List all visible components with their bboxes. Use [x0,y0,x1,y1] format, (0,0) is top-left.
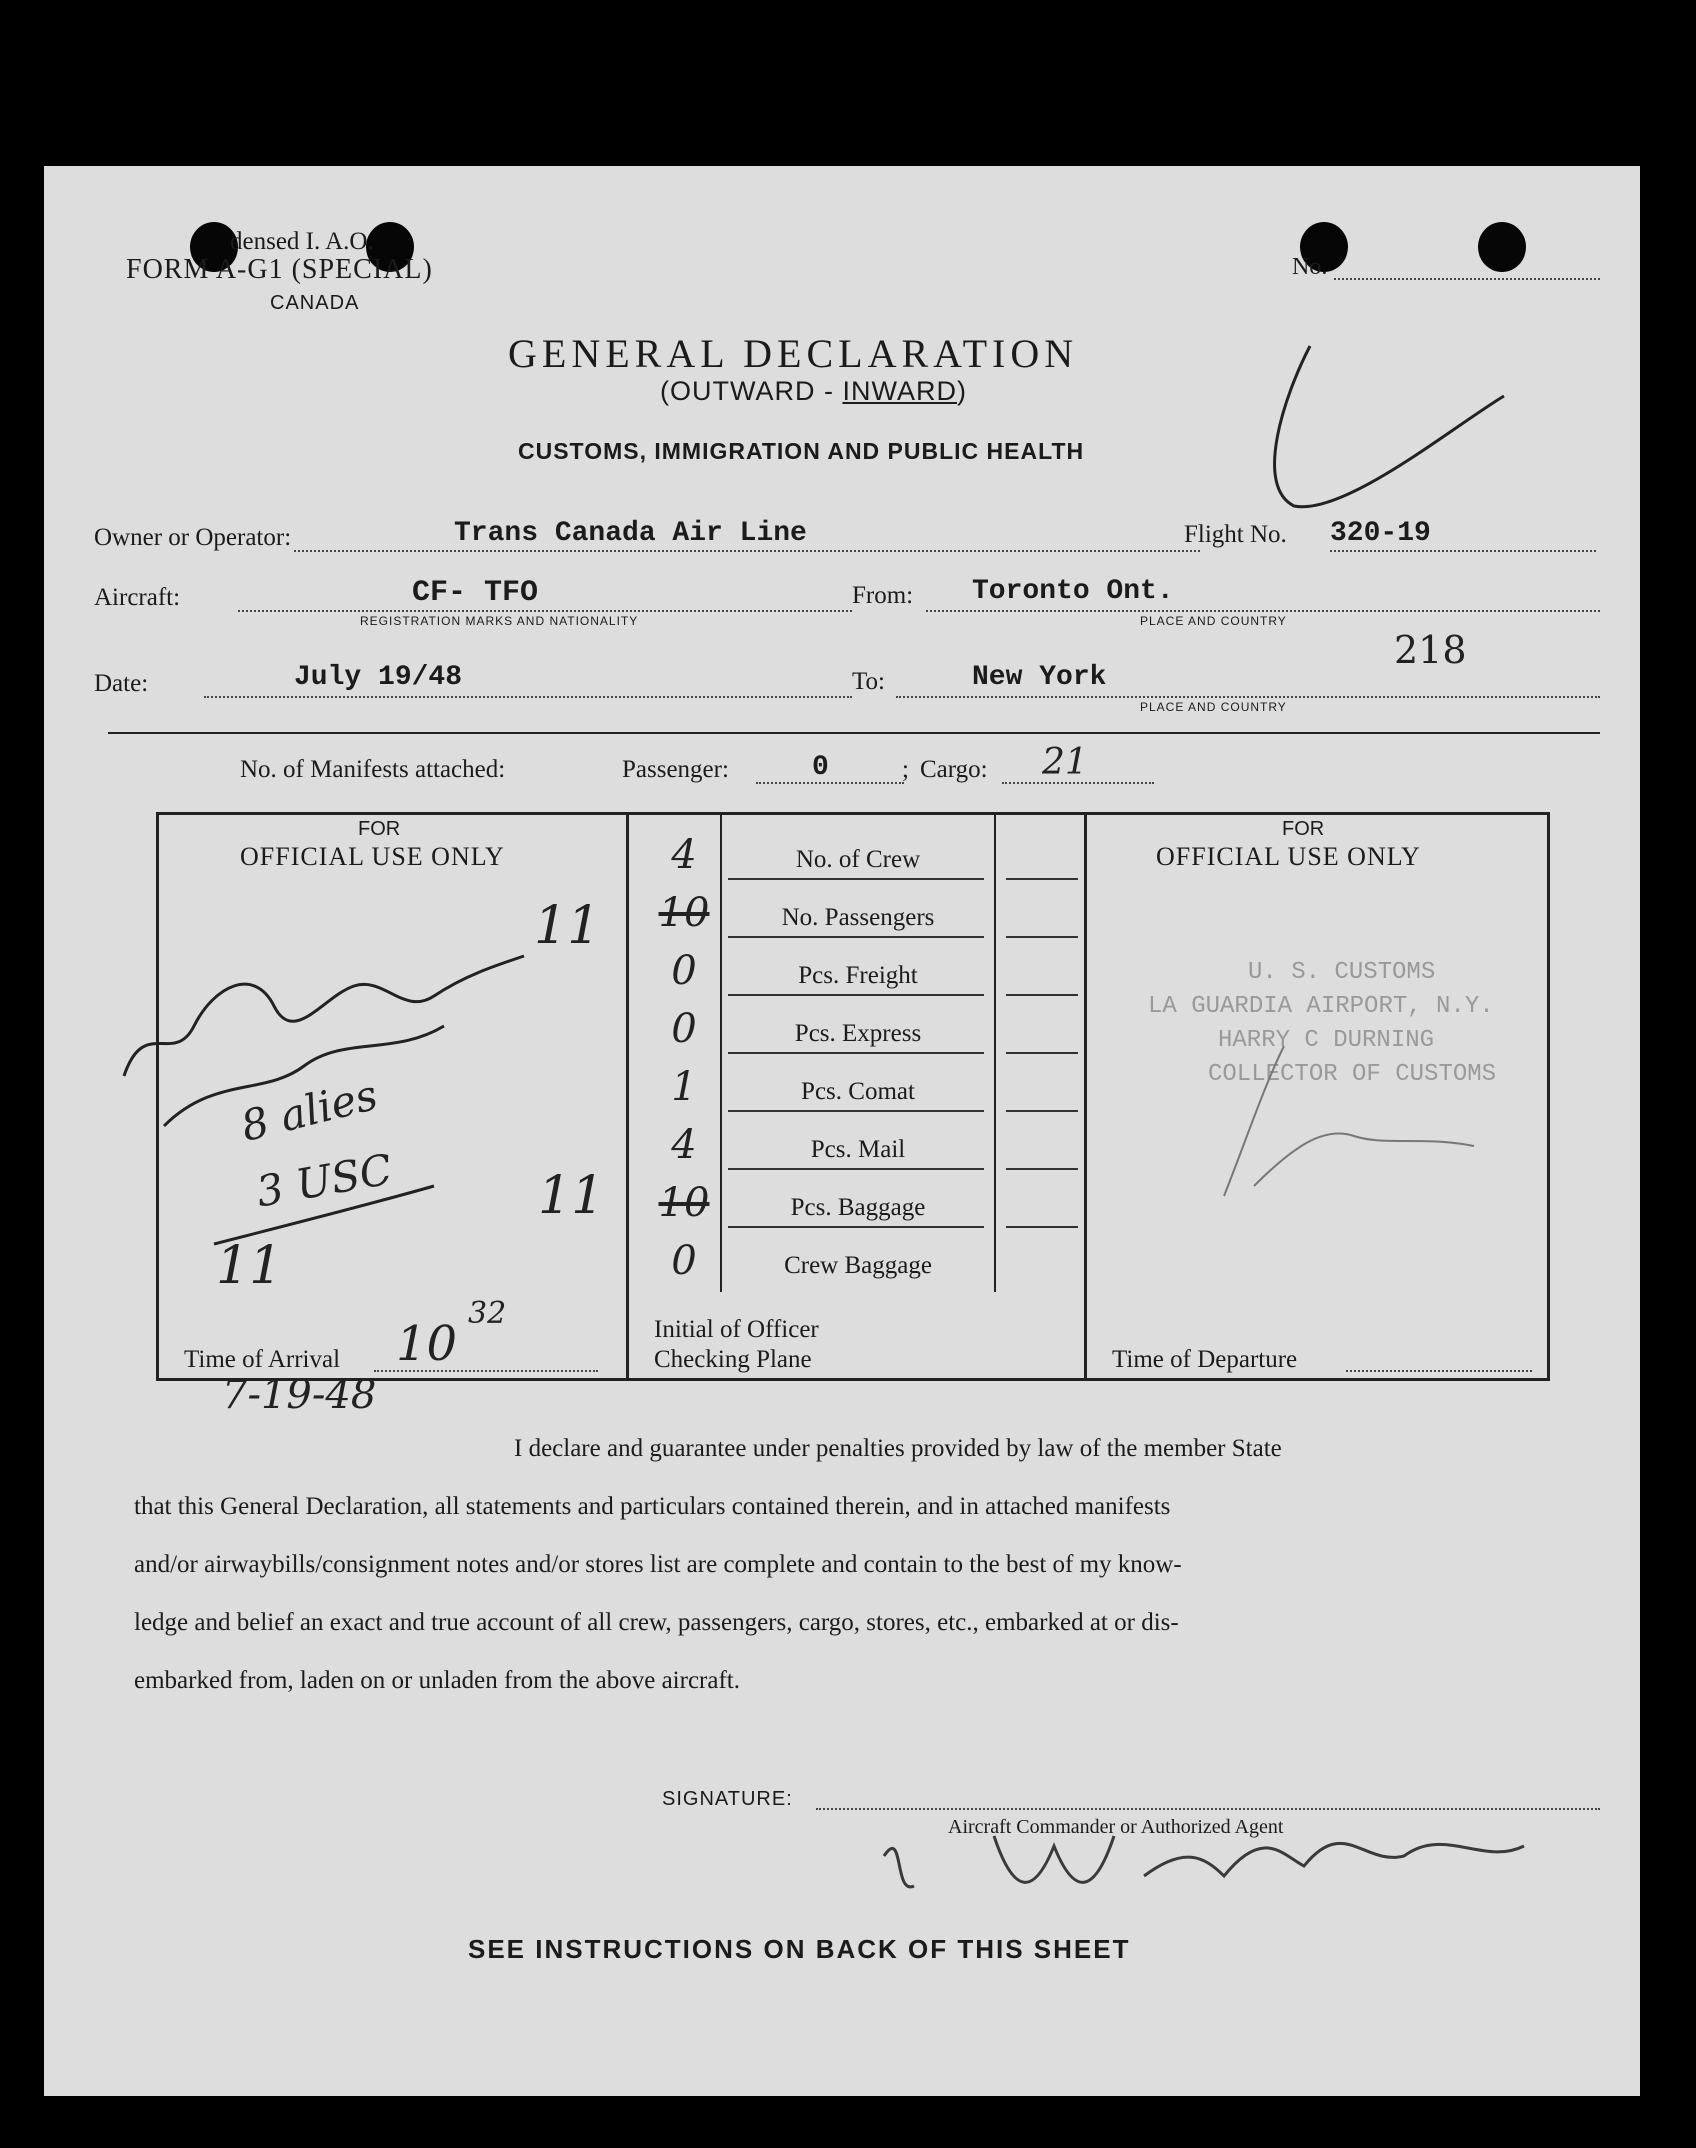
passenger-manifest-field [756,782,904,784]
row-line [1006,1110,1078,1112]
handwritten-note: 11 [534,896,601,956]
handwritten-note: 8 alies [236,1069,383,1152]
mail-label: Pcs. Mail [810,1136,906,1163]
owner-field [294,550,1200,552]
baggage-value: 10 [658,1180,710,1226]
time-arrival-label: Time of Arrival [184,1346,341,1373]
row-line [728,1110,984,1112]
left-header-official: OFFICIAL USE ONLY [240,842,505,871]
time-departure-label: Time of Departure [1112,1346,1298,1373]
row-line [1006,878,1078,880]
stamp-line: COLLECTOR OF CUSTOMS [1208,1061,1497,1088]
row-line [1006,936,1078,938]
manifests-label: No. of Manifests attached: [240,756,506,783]
subtitle-outward: (OUTWARD - [660,376,843,406]
to-field [896,696,1600,698]
flight-field [1330,550,1596,552]
time-arrival-date: 7-19-48 [222,1372,377,1418]
flight-label: Flight No. [1184,521,1287,548]
crew-baggage-value: 0 [671,1238,697,1284]
baggage-label: Pcs. Baggage [790,1194,926,1221]
to-value: New York [972,662,1107,693]
footer-instructions: SEE INSTRUCTIONS ON BACK OF THIS SHEET [468,1934,1131,1964]
right-header-official: OFFICIAL USE ONLY [1156,842,1421,871]
freight-value: 0 [671,948,697,994]
subtitle-inward: INWARD [842,376,957,406]
from-field [926,610,1600,612]
table-divider [626,812,629,1381]
form-number: FORM A-G1 (SPECIAL) [126,254,433,285]
cargo-manifest-value: 21 [1042,742,1088,783]
handwritten-initials-icon [104,926,544,1246]
value-column-line [994,812,996,1292]
from-caption: PLACE AND COUNTRY [1140,614,1287,628]
page-subtitle [660,376,967,407]
table-top-border [156,812,1550,815]
flight-value: 320-19 [1330,518,1431,549]
comat-label: Pcs. Comat [801,1078,915,1105]
stamp-line: LA GUARDIA AIRPORT, N.Y. [1148,993,1494,1020]
mail-value: 4 [671,1122,697,1168]
to-label: To: [852,668,885,695]
time-arrival-value: 10 [396,1316,458,1372]
declaration-line: that this General Declaration, all statements and particulars contained therein, and in attached manifests [134,1493,1171,1520]
owner-value: Trans Canada Air Line [454,518,807,549]
passenger-manifest-label: Passenger: [622,756,729,783]
row-line [728,994,984,996]
subtitle-close: ) [956,376,967,406]
signature-icon [844,1796,1544,1906]
stamp-line: U. S. CUSTOMS [1248,959,1436,986]
to-caption: PLACE AND COUNTRY [1140,700,1287,714]
row-line [728,1052,984,1054]
row-line [728,1226,984,1228]
right-header-for: FOR [1282,818,1325,840]
checking-plane-label: Checking Plane [654,1346,812,1373]
comat-value: 1 [671,1064,697,1110]
aircraft-field [238,610,852,612]
declaration-line: and/or airwaybills/consignment notes and/or stores list are complete and contain to the best of my know- [134,1551,1182,1578]
handwritten-number: 218 [1394,628,1467,672]
from-value: Toronto Ont. [972,576,1174,607]
passengers-value: 10 [658,890,710,936]
initial-officer-label: Initial of Officer [654,1316,819,1343]
passengers-label: No. Passengers [781,904,935,931]
country-label: CANADA [270,292,360,314]
page-heading: CUSTOMS, IMMIGRATION AND PUBLIC HEALTH [518,438,1085,464]
row-line [728,1168,984,1170]
row-line [1006,1226,1078,1228]
crew-value: 4 [671,832,697,878]
no-field [1334,278,1600,280]
aircraft-label: Aircraft: [94,584,181,611]
date-field [204,696,852,698]
check-mark-icon [1254,336,1534,526]
declaration-line: I declare and guarantee under penalties provided by law of the member State [514,1435,1282,1462]
express-label: Pcs. Express [794,1020,922,1047]
time-departure-field [1346,1370,1532,1372]
from-label: From: [852,582,914,609]
aircraft-value: CF- TFO [412,576,539,610]
stamp-signature-icon [1194,1026,1494,1206]
handwritten-note: 3 USC [252,1144,396,1217]
left-header-for: FOR [358,818,401,840]
punch-hole [1478,222,1526,272]
date-value: July 19/48 [294,662,463,693]
date-label: Date: [94,670,149,697]
manifest-separator: ; [902,756,909,783]
no-label: No. [1292,254,1328,280]
row-line [728,878,984,880]
owner-label: Owner or Operator: [94,524,292,551]
table-divider [1084,812,1087,1381]
aircraft-caption: REGISTRATION MARKS AND NATIONALITY [360,614,639,628]
handwritten-note: 11 [216,1236,283,1296]
crew-label: No. of Crew [795,846,921,873]
passenger-manifest-value: 0 [812,752,829,783]
handwritten-note: 11 [538,1166,605,1226]
crew-baggage-label: Crew Baggage [784,1252,932,1279]
declaration-line: embarked from, laden on or unladen from the above aircraft. [134,1667,740,1694]
row-line [1006,1052,1078,1054]
row-line [728,936,984,938]
freight-label: Pcs. Freight [798,962,918,989]
row-line [1006,1168,1078,1170]
signature-caption: Aircraft Commander or Authorized Agent [948,1816,1284,1838]
stamp-line: HARRY C DURNING [1218,1027,1435,1054]
divider [108,732,1600,734]
form-line-1: densed I. A.O. [230,228,374,255]
row-line [1006,994,1078,996]
express-value: 0 [671,1006,697,1052]
declaration-line: ledge and belief an exact and true account of all crew, passengers, cargo, stores, etc., embarked at or dis- [134,1609,1179,1636]
signature-label: SIGNATURE: [662,1788,793,1810]
page-title: GENERAL DECLARATION [508,331,1079,376]
declaration-form [44,166,1640,2096]
cargo-manifest-label: Cargo: [920,756,988,783]
time-arrival-minutes: 32 [468,1296,507,1331]
